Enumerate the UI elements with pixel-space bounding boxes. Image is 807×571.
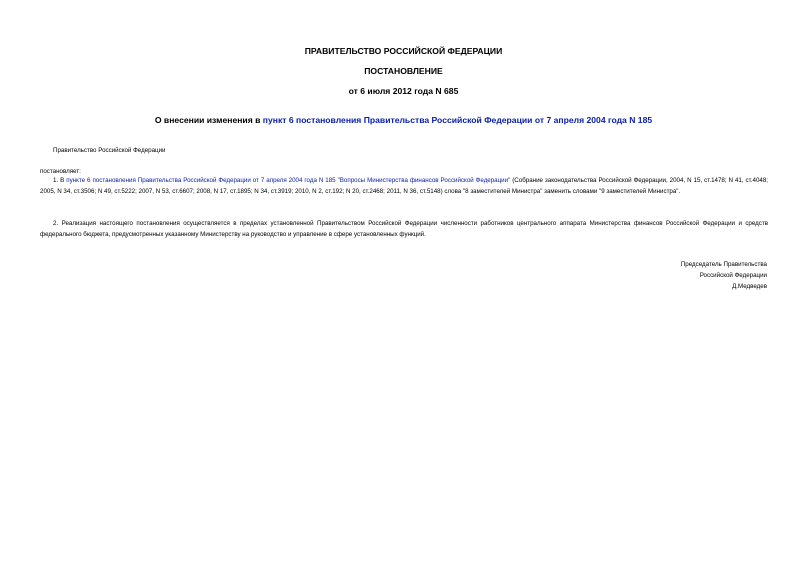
document-title bbox=[0, 115, 807, 126]
paragraph-1-link[interactable]: пункте 6 постановления Правительства Российской Федерации от 7 апреля 2004 года N 185 "Вопросы Министерства финансов Российской Федерации" bbox=[66, 177, 511, 184]
paragraph-2: 2. Реализация настоящего постановления осуществляется в пределах установленной Правительством Российской Федерации численности работников центрального аппарата Министерства финансов Российской Федерации и средств федерального бюджета, предусмотренных указанному Министерству на руководство и управление в сфере установленных функций. bbox=[40, 220, 768, 238]
signature-position-line1: Председатель Правительства bbox=[680, 261, 767, 268]
document-date-number: от 6 июля 2012 года N 685 bbox=[348, 86, 459, 96]
government-heading: ПРАВИТЕЛЬСТВО РОССИЙСКОЙ ФЕДЕРАЦИИ bbox=[304, 46, 503, 56]
paragraph-1-prefix: 1. В bbox=[53, 177, 67, 184]
decree-word: постановляет: bbox=[40, 168, 81, 175]
paragraph-1-rest: (Собрание законодательства Российской Федерации, 2004, N 15, ст.1478; N 41, ст.4048; 2005, N 34, ст.3506; N 49, ст.5222; 2007, N 53, ст.6607; 2008, N 17, ст.1895; N 34, ст.3919; 2010, N 2, ст.192; N 20, ст.2468; 2011, N 36, ст.5148) слова "8 заместителей Министра" заменить словами "9 заместителей Министра". bbox=[40, 177, 768, 195]
signature-position-line2: Российской Федерации bbox=[699, 272, 767, 279]
document-title-link[interactable]: пункт 6 постановления Правительства Российской Федерации от 7 апреля 2004 года N 185 bbox=[262, 115, 653, 125]
document-title-prefix: О внесении изменения в bbox=[154, 115, 263, 125]
signature-block bbox=[567, 259, 767, 292]
paragraph-1 bbox=[40, 175, 768, 197]
issuer-text: Правительство Российской Федерации bbox=[53, 147, 166, 154]
signature-name: Д.Медведев bbox=[732, 283, 767, 290]
document-type-heading: ПОСТАНОВЛЕНИЕ bbox=[364, 66, 443, 76]
